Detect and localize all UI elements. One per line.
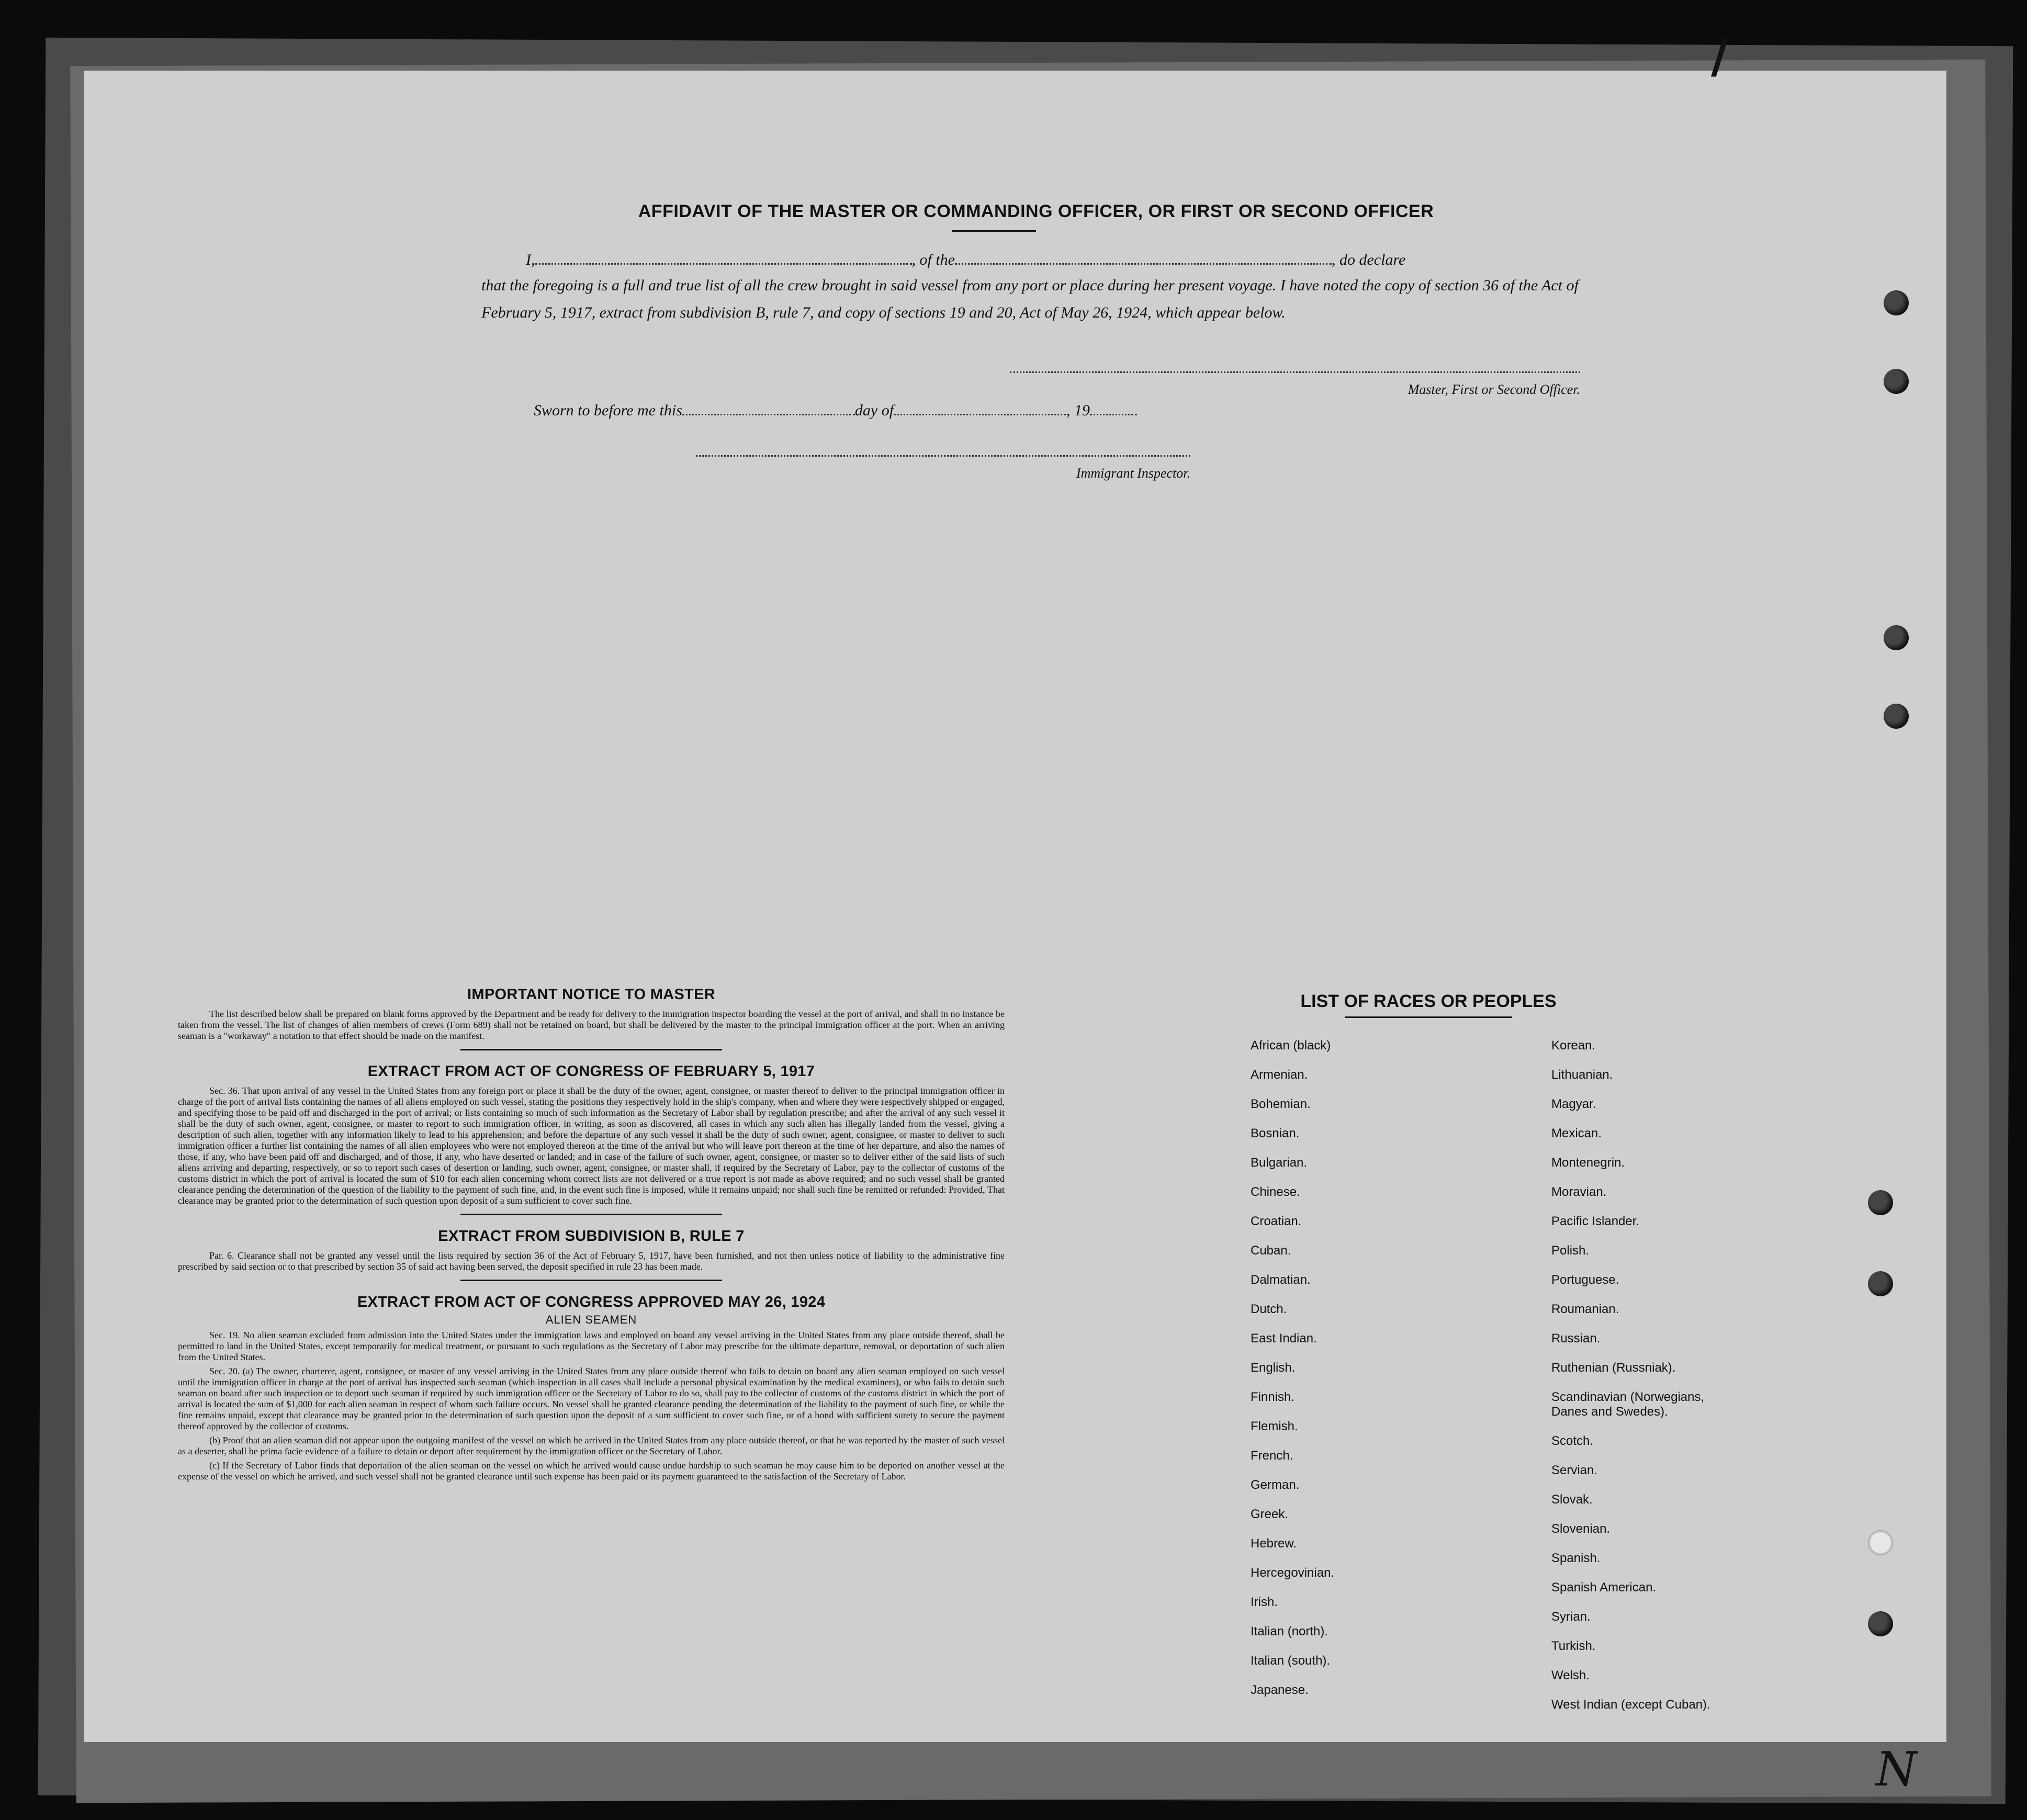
race-item: Scandinavian (Norwegians,	[1551, 1390, 1705, 1404]
race-item: Pacific Islander.	[1551, 1214, 1640, 1228]
race-item: Moravian.	[1551, 1185, 1607, 1199]
notice-title: IMPORTANT NOTICE TO MASTER	[467, 986, 715, 1003]
blank-line	[535, 263, 912, 265]
race-item: English.	[1251, 1361, 1296, 1375]
binder-hole	[1868, 1271, 1893, 1296]
race-item: Japanese.	[1251, 1683, 1309, 1697]
extract-1917-text: Sec. 36. That upon arrival of any vessel in the United States from any foreign port or place it shall be the duty of the owner, agent, consignee, or master thereof to deliver to the principal immigration officer in charge of the port of arrival lists containing the names of all aliens employed on such vessel, stating the positions they respectively hold in the ship's company, when and where they were respectively shipped or engaged, and specifying those to be paid off and discharged in the port of arrival; or lists containing so much of such information as the Secretary of Labor shall by regulation prescribe; and after the arrival of any such vessel it shall be the duty of such owner, agent, consignee, or master to report to such immigration officer, in writing, as soon as discovered, all cases in which any such alien has illegally landed from the vessel, giving a description of such alien, together with any information likely to lead to his apprehension; and before the departure of any such vessel it shall be the duty of such owner, agent, consignee, or master to deliver to such immigration officer a further list containing the names of all alien employees who were not employed thereon at the time of the arrival but who will leave port thereon at the time of her departure, and also the names of those, if any, who have been paid off and discharged, and of those, if any, who have deserted or landed; and in case of the failure of such owner, agent, consignee, or master so to deliver either of the said lists of such aliens arriving and departing, respectively, or so to report such cases of desertion or landing, such owner, agent, consignee, or master shall, if required by the Secretary of Labor, pay to the collector of customs of the customs district in which the port of arrival is located the sum of $10 for each alien concerning whom correct lists are not delivered or a true report is not made as above required; and no such vessel shall be granted clearance pending the determination of the question of the liability to the payment of such fine, and, in the event such fine is imposed, while it remains unpaid; nor shall such fine be remitted or refunded: Provided, That clearance may be granted prior to the determination of such question upon deposit of a sum sufficient to cover such fine.	[178, 1086, 1005, 1206]
extract-1924-title: EXTRACT FROM ACT OF CONGRESS APPROVED MAY 26, 1924	[357, 1294, 826, 1310]
sec-20c-text: (c) If the Secretary of Labor finds that deportation of the alien seaman on the vessel on which he arrived would cause undue hardship to such seaman he may cause him to be deported on another vessel at the expense of the vessel on which he arrived, and such vessel shall not be granted clearance until such expense has been paid or its payment guaranteed to the satisfaction of the Secretary of Labor.	[178, 1460, 1005, 1482]
race-item: Mexican.	[1551, 1126, 1602, 1140]
race-item: Italian (south).	[1251, 1654, 1331, 1668]
race-item: Bohemian.	[1251, 1097, 1311, 1111]
notice-text: The list described below shall be prepared on blank forms approved by the Department and be ready for delivery to the immigration inspector boarding the vessel at the port of arrival, and shall in no instance be taken from the vessel. The list of changes of alien members of crews (Form 689) shall not be retained on board, but shall be delivered by the master to the principal immigration officer at the port. When an arriving seaman is a "workaway" a notation to that effect should be made on the manifest.	[178, 1009, 1005, 1041]
affidavit-of-the: , of the	[911, 251, 955, 268]
race-item: German.	[1251, 1478, 1300, 1492]
race-item: Portuguese.	[1551, 1273, 1619, 1287]
race-item: Welsh.	[1551, 1668, 1590, 1682]
binder-hole	[1884, 625, 1909, 650]
alien-seamen-subtitle: ALIEN SEAMEN	[545, 1313, 637, 1326]
section-rule	[460, 1280, 722, 1281]
race-item: East Indian.	[1251, 1331, 1317, 1346]
race-item: Russian.	[1551, 1331, 1601, 1346]
blank-line	[894, 414, 1066, 415]
race-item: Dalmatian.	[1251, 1273, 1311, 1287]
binder-hole	[1884, 290, 1909, 315]
affidavit-i: I,	[526, 251, 535, 268]
race-item: Cuban.	[1251, 1244, 1291, 1258]
race-item: African (black)	[1251, 1038, 1331, 1053]
race-item: Spanish.	[1551, 1551, 1601, 1565]
race-item: Hercegovinian.	[1251, 1566, 1335, 1580]
race-item: French.	[1251, 1449, 1293, 1463]
sec-20b-text: (b) Proof that an alien seaman did not appear upon the outgoing manifest of the vessel on which he arrived in the United States from any place outside thereof, or that he was reported by the master of such vessel as a deserter, shall be prima facie evidence of a failure to detain or deport after requirement by the immigration officer or the Secretary of Labor.	[178, 1435, 1005, 1456]
year-text: , 19	[1066, 402, 1090, 419]
sec-20a-text: Sec. 20. (a) The owner, charterer, agent, consignee, or master of any vessel arriving in the United States from any place outside thereof who fails to detain on board any alien seaman employed on such vessel until the immigration officer in charge at the port of arrival has inspected such seaman (which inspection in all cases shall include a personal physical examination by the medical examiners), or who fails to detain such seaman on board after such inspection or to deport such seaman if required by such immigration officer or the Secretary of Labor to do so, shall pay to the collector of customs of the customs district in which the port of arrival is located the sum of $1,000 for each alien seaman in respect of whom such failure occurs. No vessel shall be granted clearance pending the determination of the liability to the payment of such fine, or while the fine remains unpaid, except that clearance may be granted prior to the determination of such question upon the deposit of a sum sufficient to cover such fine, or of a bond with sufficient surety to secure the payment thereof approved by the collector of customs.	[178, 1366, 1005, 1431]
affidavit-title: AFFIDAVIT OF THE MASTER OR COMMANDING OFFICER, OR FIRST OR SECOND OFFICER	[638, 201, 1434, 221]
race-item: Irish.	[1251, 1595, 1278, 1609]
race-item: Hebrew.	[1251, 1536, 1297, 1551]
race-item: Slovak.	[1551, 1493, 1593, 1507]
binder-hole	[1884, 704, 1909, 729]
sec-19-text: Sec. 19. No alien seaman excluded from admission into the United States under the immigration laws and employed on board any vessel arriving in the United States from any place outside thereof, shall be permitted to land in the United States, except temporarily for medical treatment, or pursuant to such regulations as the Secretary of Labor may prescribe for the ultimate departure, removal, or deportation of such alien from the United States.	[178, 1330, 1005, 1362]
race-item: Polish.	[1551, 1244, 1590, 1258]
section-rule	[460, 1214, 722, 1215]
races-rule	[1345, 1016, 1512, 1018]
sworn-line	[534, 402, 1137, 420]
race-item: Flemish.	[1251, 1419, 1298, 1433]
race-item: Turkish.	[1551, 1639, 1596, 1653]
race-item: Finnish.	[1251, 1390, 1295, 1404]
race-item: Servian.	[1551, 1463, 1598, 1477]
rule-7-text: Par. 6. Clearance shall not be granted any vessel until the lists required by section 36 of the Act of February 5, 1917, have been furnished, and not then unless notice of liability to the administrative fine prescribed by said section or to that prescribed by section 35 of said act having been served, the deposit specified in rule 23 has been made.	[178, 1250, 1005, 1272]
binder-hole	[1868, 1611, 1893, 1636]
legal-notices	[178, 986, 1005, 1485]
race-item: Slovenian.	[1551, 1522, 1611, 1536]
race-item: Magyar.	[1551, 1097, 1596, 1111]
corner-mark-bottom: N	[1876, 1742, 1917, 1797]
inspector-label: Immigrant Inspector.	[1076, 466, 1190, 481]
race-item: Croatian.	[1251, 1214, 1302, 1228]
document-page	[84, 71, 1946, 1742]
race-item: Danes and Swedes).	[1551, 1405, 1668, 1419]
affidavit-declaration-line	[526, 251, 1405, 269]
race-item: Chinese.	[1251, 1185, 1300, 1199]
extract-1917-title: EXTRACT FROM ACT OF CONGRESS OF FEBRUARY 5, 1917	[367, 1063, 815, 1080]
rule-7-title: EXTRACT FROM SUBDIVISION B, RULE 7	[438, 1228, 745, 1245]
race-item: Lithuanian.	[1551, 1068, 1613, 1082]
race-item: Armenian.	[1251, 1068, 1308, 1082]
affidavit-body: that the foregoing is a full and true list of all the crew brought in said vessel from any port or place during her present voyage. I have noted the copy of section 36 of the Act of February 5, 1917, extract from subdivision B, rule 7, and copy of sections 19 and 20, Act of May 26, 1924, which appear below.	[481, 277, 1579, 321]
race-item: Dutch.	[1251, 1302, 1287, 1316]
race-item: Montenegrin.	[1551, 1156, 1625, 1170]
race-item: Bosnian.	[1251, 1126, 1300, 1140]
blank-line	[955, 263, 1332, 265]
title-rule	[952, 230, 1036, 232]
day-of-text: day of	[854, 402, 894, 419]
race-item: Bulgarian.	[1251, 1156, 1308, 1170]
signature-line	[1010, 371, 1580, 373]
corner-mark-top: /	[1711, 29, 1728, 84]
signature-label: Master, First or Second Officer.	[1407, 382, 1580, 397]
sworn-text: Sworn to before me this	[534, 402, 682, 419]
race-item: Scotch.	[1551, 1434, 1594, 1448]
race-item: Greek.	[1251, 1507, 1289, 1521]
race-item: Roumanian.	[1551, 1302, 1619, 1316]
blank-line	[1090, 414, 1137, 415]
race-item: Ruthenian (Russniak).	[1551, 1361, 1676, 1375]
race-item: Italian (north).	[1251, 1624, 1328, 1638]
race-item: Korean.	[1551, 1038, 1596, 1053]
inspector-signature-line	[696, 455, 1190, 457]
blank-line	[682, 414, 855, 415]
section-rule	[460, 1049, 722, 1050]
affidavit-do-declare: , do declare	[1332, 251, 1406, 268]
race-item: Spanish American.	[1551, 1580, 1657, 1595]
binder-hole	[1884, 369, 1909, 394]
binder-hole	[1868, 1190, 1893, 1215]
races-title: LIST OF RACES OR PEOPLES	[1300, 991, 1557, 1011]
binder-hole	[1868, 1530, 1893, 1555]
race-item: West Indian (except Cuban).	[1551, 1698, 1710, 1712]
race-item: Syrian.	[1551, 1610, 1591, 1624]
